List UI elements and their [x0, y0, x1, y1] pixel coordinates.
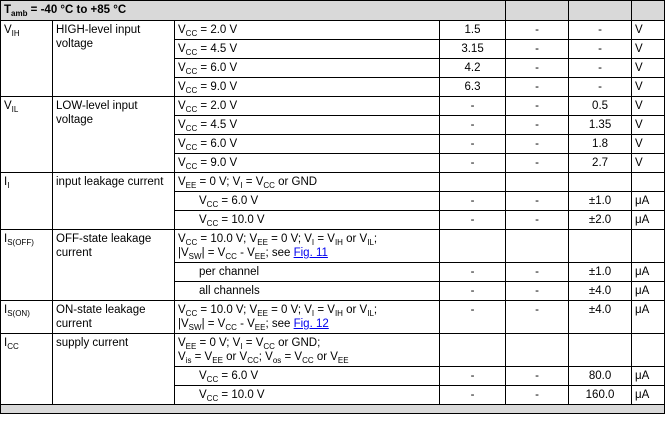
min-cell: - — [440, 154, 506, 173]
table-row — [1, 21, 665, 40]
typ-cell: - — [506, 282, 569, 301]
table-row — [1, 301, 665, 334]
table-row — [1, 230, 665, 263]
min-cell — [440, 173, 506, 192]
max-cell: 0.5 — [569, 97, 632, 116]
min-cell: 3.15 — [440, 40, 506, 59]
table-row — [1, 334, 665, 367]
unit-cell: V — [632, 154, 665, 173]
parameter-cell: supply current — [53, 334, 175, 405]
unit-cell: μA — [632, 192, 665, 211]
figure-link[interactable]: Fig. 12 — [293, 318, 329, 330]
unit-cell: V — [632, 97, 665, 116]
unit-cell: V — [632, 135, 665, 154]
condition-cell: $V_{CC} = 6.0$ V — [175, 367, 440, 386]
unit-cell: μA — [632, 211, 665, 230]
unit-cell: μA — [632, 367, 665, 386]
min-cell — [440, 230, 506, 263]
typ-cell: - — [506, 135, 569, 154]
min-cell: - — [440, 301, 506, 334]
unit-cell — [632, 334, 665, 367]
symbol-cell: $V_{IL}$ — [1, 97, 53, 173]
max-cell — [569, 173, 632, 192]
condition-cell: $V_{CC} = 9.0$ V — [175, 154, 440, 173]
condition-cell: $V_{CC} = 4.5$ V — [175, 40, 440, 59]
table-header-row — [1, 1, 665, 21]
table-row — [1, 97, 665, 116]
condition-cell: $V_{CC} = 10.0$ V — [175, 386, 440, 405]
symbol-cell: $I_{S(ON)}$ — [1, 301, 53, 334]
header-cell — [632, 1, 665, 21]
max-cell: - — [569, 21, 632, 40]
max-cell — [569, 334, 632, 367]
unit-cell: V — [632, 59, 665, 78]
condition-cell: $V_{CC} = 2.0$ V — [175, 21, 440, 40]
condition-cell: $V_{CC} = 10.0$ V; $V_{EE} = 0$ V; $V_I = V_{IH}$ or $V_{IL}$; $|V_{SW}| = V_{CC} - V_{EE}$; see Fig. 11 — [175, 230, 440, 263]
table-row — [1, 173, 665, 192]
typ-cell: - — [506, 97, 569, 116]
condition-cell: $V_{CC} = 10.0$ V — [175, 211, 440, 230]
typ-cell: - — [506, 116, 569, 135]
unit-cell: μA — [632, 263, 665, 282]
unit-cell: V — [632, 78, 665, 97]
unit-cell: μA — [632, 386, 665, 405]
parameter-cell: input leakage current — [53, 173, 175, 230]
min-cell: - — [440, 97, 506, 116]
min-cell: - — [440, 211, 506, 230]
min-cell: 4.2 — [440, 59, 506, 78]
symbol-cell: $I_{S(OFF)}$ — [1, 230, 53, 301]
parameter-cell: HIGH-level input voltage — [53, 21, 175, 97]
typ-cell: - — [506, 301, 569, 334]
unit-cell: V — [632, 21, 665, 40]
typ-cell: - — [506, 211, 569, 230]
min-cell — [440, 334, 506, 367]
min-cell: - — [440, 192, 506, 211]
unit-cell: V — [632, 116, 665, 135]
header-cell — [506, 1, 569, 21]
max-cell: - — [569, 40, 632, 59]
typ-cell: - — [506, 78, 569, 97]
max-cell: 2.7 — [569, 154, 632, 173]
typ-cell — [506, 230, 569, 263]
max-cell: - — [569, 78, 632, 97]
typ-cell: - — [506, 40, 569, 59]
condition-cell: $V_{CC} = 6.0$ V — [175, 59, 440, 78]
unit-cell — [632, 173, 665, 192]
parameter-cell: ON-state leakage current — [53, 301, 175, 334]
min-cell: - — [440, 116, 506, 135]
max-cell: ±4.0 — [569, 301, 632, 334]
condition-cell: $V_{CC} = 6.0$ V — [175, 192, 440, 211]
min-cell: - — [440, 367, 506, 386]
unit-cell: μA — [632, 301, 665, 334]
symbol-cell: $I_{CC}$ — [1, 334, 53, 405]
unit-cell — [632, 230, 665, 263]
min-cell: - — [440, 282, 506, 301]
min-cell: 6.3 — [440, 78, 506, 97]
min-cell: 1.5 — [440, 21, 506, 40]
condition-cell: $V_{CC} = 2.0$ V — [175, 97, 440, 116]
symbol-cell: $I_I$ — [1, 173, 53, 230]
max-cell: 80.0 — [569, 367, 632, 386]
condition-cell: $V_{CC} = 6.0$ V — [175, 135, 440, 154]
condition-cell: $V_{EE} = 0$ V; $V_I = V_{CC}$ or GND — [175, 173, 440, 192]
max-cell: - — [569, 59, 632, 78]
table-footer-row — [1, 405, 665, 414]
footer-band — [1, 405, 665, 414]
typ-cell: - — [506, 367, 569, 386]
condition-cell: per channel — [175, 263, 440, 282]
min-cell: - — [440, 135, 506, 154]
unit-cell: V — [632, 40, 665, 59]
unit-cell: μA — [632, 282, 665, 301]
condition-cell: all channels — [175, 282, 440, 301]
typ-cell — [506, 334, 569, 367]
typ-cell: - — [506, 192, 569, 211]
typ-cell: - — [506, 59, 569, 78]
typ-cell: - — [506, 263, 569, 282]
parameter-cell: OFF-state leakage current — [53, 230, 175, 301]
max-cell: ±4.0 — [569, 282, 632, 301]
typ-cell: - — [506, 154, 569, 173]
condition-cell: $V_{CC} = 9.0$ V — [175, 78, 440, 97]
condition-cell: $V_{CC} = 10.0$ V; $V_{EE} = 0$ V; $V_I = V_{IH}$ or $V_{IL}$; $|V_{SW}| = V_{CC} - V_{EE}$; see Fig. 12 — [175, 301, 440, 334]
max-cell: 160.0 — [569, 386, 632, 405]
min-cell: - — [440, 263, 506, 282]
typ-cell: - — [506, 386, 569, 405]
min-cell: - — [440, 386, 506, 405]
max-cell: ±1.0 — [569, 263, 632, 282]
figure-link[interactable]: Fig. 11 — [293, 247, 328, 259]
max-cell: ±1.0 — [569, 192, 632, 211]
typ-cell: - — [506, 21, 569, 40]
symbol-cell: $V_{IH}$ — [1, 21, 53, 97]
max-cell: 1.8 — [569, 135, 632, 154]
temperature-range-header: $T_{amb} = -40$ °C to +85 °C — [1, 1, 506, 21]
typ-cell — [506, 173, 569, 192]
parameter-cell: LOW-level input voltage — [53, 97, 175, 173]
condition-cell: $V_{EE} = 0$ V; $V_I = V_{CC}$ or GND; $V_{is} = V_{EE}$ or $V_{CC}$; $V_{os} = V_{CC}$ or $V_{EE}$ — [175, 334, 440, 367]
header-cell — [569, 1, 632, 21]
max-cell: ±2.0 — [569, 211, 632, 230]
condition-cell: $V_{CC} = 4.5$ V — [175, 116, 440, 135]
max-cell — [569, 230, 632, 263]
max-cell: 1.35 — [569, 116, 632, 135]
